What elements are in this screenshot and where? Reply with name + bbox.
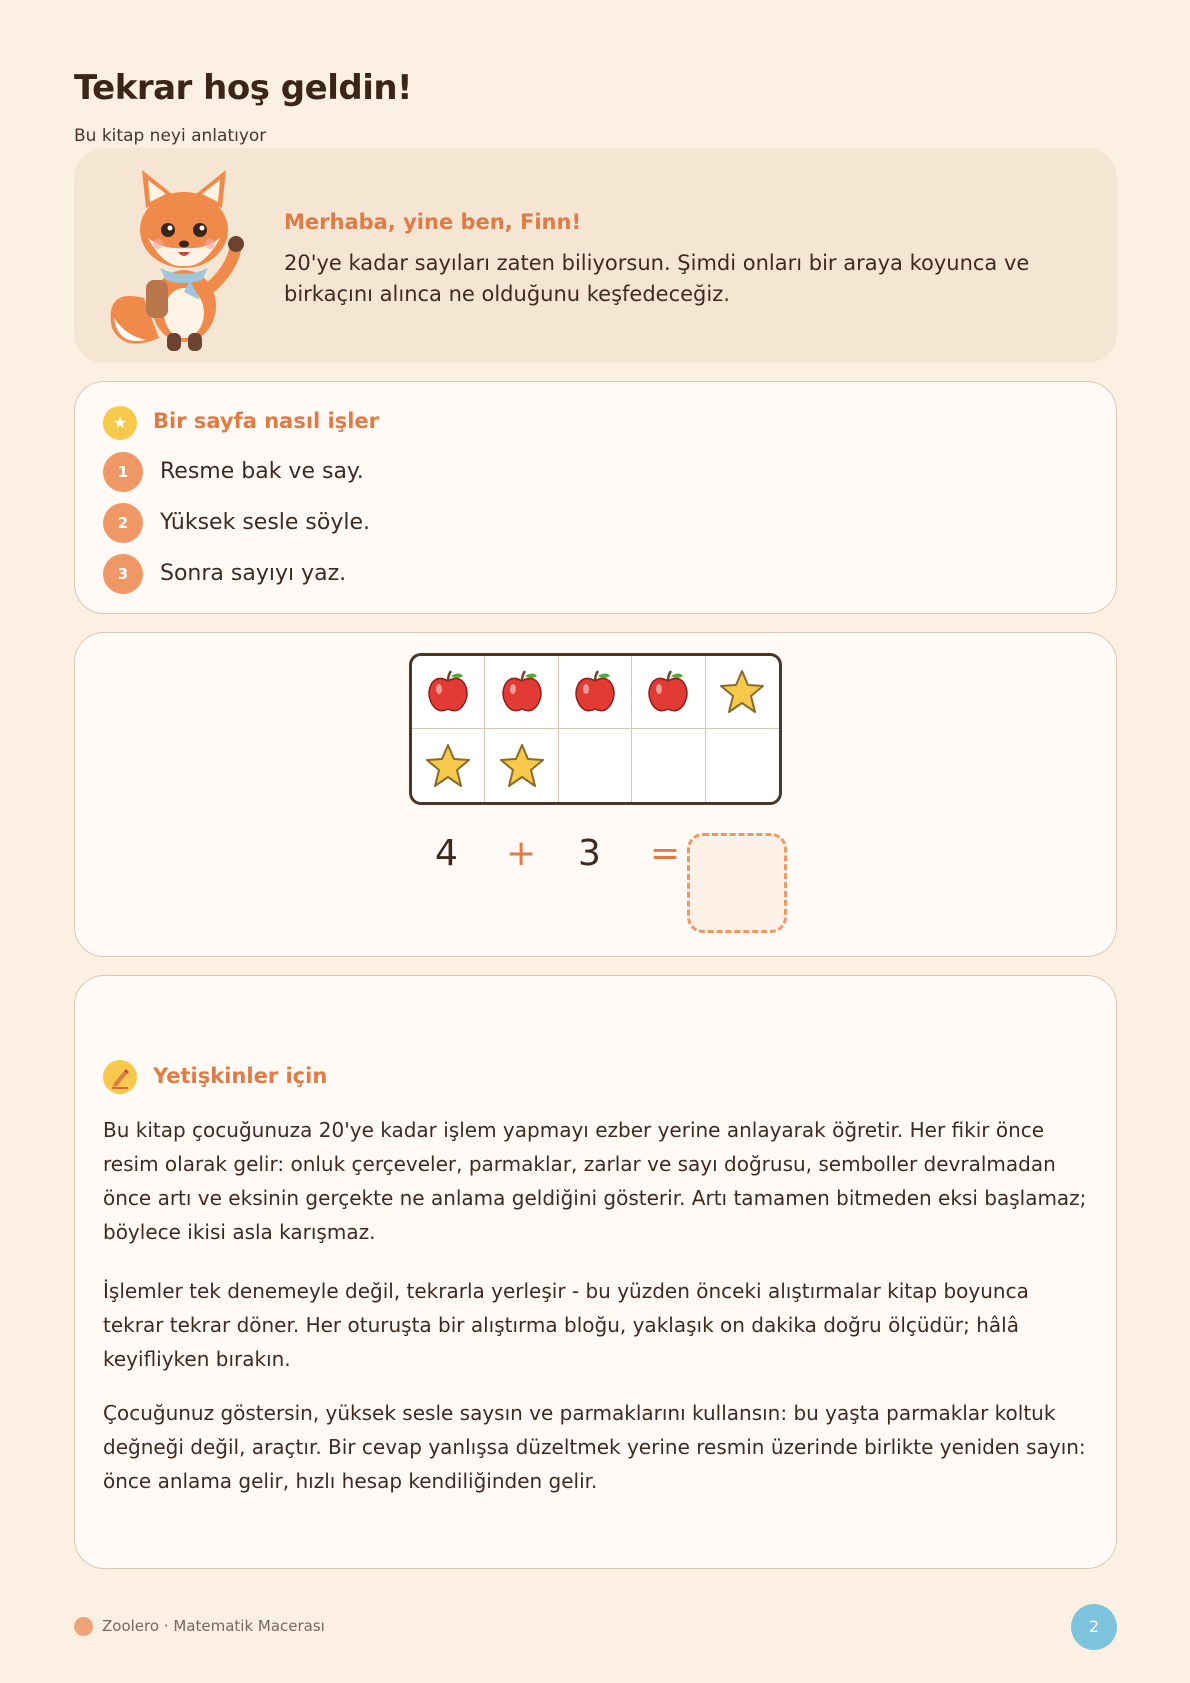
step-text: Resme bak ve say. <box>160 459 364 484</box>
ten-frame-empty-cell <box>706 729 779 802</box>
step-text: Sonra sayıyı yaz. <box>160 561 347 586</box>
footer-brand: Zoolero · Matematik Macerası <box>102 1617 325 1635</box>
step-number-badge: 3 <box>103 554 143 594</box>
page-subtitle: Bu kitap neyi anlatıyor <box>74 126 267 146</box>
page-title: Tekrar hoş geldin! <box>74 68 413 108</box>
pencil-icon <box>103 1060 137 1094</box>
star-icon <box>423 741 473 791</box>
intro-heading: Merhaba, yine ben, Finn! <box>284 210 582 234</box>
adults-paragraph: Bu kitap çocuğunuza 20'ye kadar işlem yapmayı ezber yerine anlayarak öğretir. Her fikir önce resim olarak gelir: onluk çerçeveler, parmaklar, zarlar ve sayı doğrusu, semboller devralmadan önce artı ve eksinin gerçekte ne anlama geldiğini gösterir. Artı tamamen bitmeden eksi başlamaz; böylece ikisi asla karışmaz. <box>103 1118 1087 1244</box>
brand-dot-icon <box>74 1617 93 1636</box>
equation-left-number: 4 <box>435 833 458 874</box>
ten-frame-cell <box>559 656 632 729</box>
ten-frame-cell <box>412 729 485 802</box>
fox-mascot-illustration <box>104 168 264 358</box>
ten-frame-cell <box>412 656 485 729</box>
star-icon <box>497 741 547 791</box>
ten-frame-cell <box>632 656 705 729</box>
apple-icon <box>643 667 693 717</box>
adults-heading: Yetişkinler için <box>153 1064 328 1088</box>
intro-box <box>74 148 1117 363</box>
steps-card <box>74 381 1117 614</box>
adults-paragraph: İşlemler tek denemeyle değil, tekrarla yerleşir - bu yüzden önceki alıştırmalar kitap boyunca tekrar tekrar döner. Her oturuşta bir alıştırma bloğu, yaklaşık on dakika doğru ölçüdür; hâlâ keyifliyken bırakın. <box>103 1279 1029 1371</box>
page-number-badge: 2 <box>1071 1604 1117 1650</box>
star-icon <box>717 667 767 717</box>
answer-box[interactable] <box>687 833 787 933</box>
star-icon: ★ <box>103 406 137 440</box>
equals-sign: = <box>650 833 681 874</box>
adults-paragraph: Çocuğunuz göstersin, yüksek sesle saysın ve parmaklarını kullansın: bu yaşta parmaklar koltuk değneği değil, araçtır. Bir cevap yanlışsa düzeltmek yerine resmin üzerinde birlikte yeniden sayın: önce anlama gelir, hızlı hesap kendiliğinden gelir. <box>103 1401 1086 1493</box>
exercise-card <box>74 632 1117 957</box>
steps-heading: Bir sayfa nasıl işler <box>153 409 380 433</box>
adults-card <box>74 975 1117 1569</box>
ten-frame-cell <box>485 656 558 729</box>
intro-text: 20'ye kadar sayıları zaten biliyorsun. Şimdi onları bir araya koyunca ve birkaçını alınca ne olduğunu keşfedeceğiz. <box>284 251 1030 306</box>
apple-icon <box>497 667 547 717</box>
apple-icon <box>423 667 473 717</box>
step-text: Yüksek sesle söyle. <box>160 510 371 535</box>
plus-sign: + <box>506 833 537 874</box>
apple-icon <box>570 667 620 717</box>
ten-frame <box>409 653 782 805</box>
step-number-badge: 2 <box>103 503 143 543</box>
ten-frame-cell <box>706 656 779 729</box>
ten-frame-empty-cell <box>632 729 705 802</box>
ten-frame-cell <box>485 729 558 802</box>
equation-right-number: 3 <box>578 833 601 874</box>
step-number-badge: 1 <box>103 452 143 492</box>
ten-frame-empty-cell <box>559 729 632 802</box>
